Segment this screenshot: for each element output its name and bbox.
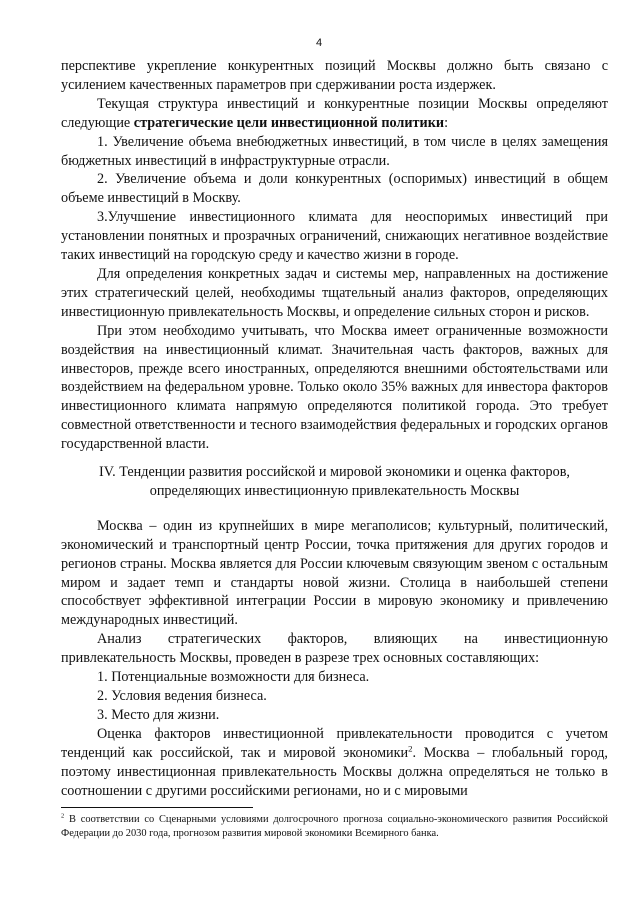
bold-phrase: стратегические цели инвестиционной политики — [133, 114, 445, 131]
goal-item-3: 3.Улучшение инвестиционного климата для неоспоримых инвестиций при установлении понятных и прозрачных ограничений, снижающих негативное воздействие таких инвестиций на городскую среду и качество жизни в городе. — [61, 209, 608, 264]
footnote-reference[interactable]: 2 — [408, 742, 413, 753]
paragraph-tasks: Для определения конкретных задач и системы мер, направленных на достижение этих стратегический целей, необходимы тщательный анализ факторов, определяющих инвестиционную привлекательность Москвы, и определение сильных сторон и рисков. — [61, 265, 608, 320]
paragraph-continuation: перспективе укрепление конкурентных позиций Москвы должно быть связано с усилением качественных параметров при сдерживании роста издержек. — [61, 58, 608, 93]
paragraph-text: : — [444, 114, 449, 131]
footnote-divider — [61, 807, 253, 808]
component-item-2: 2. Условия ведения бизнеса. — [97, 688, 267, 704]
footnote-text: В соответствии со Сценарными условиями долгосрочного прогноза социально-экономического развития Российской Федерации до 2030 года, прогнозом развития мировой экономики Всемирного банка. — [61, 814, 608, 840]
paragraph-text: Текущая структура инвестиций и конкурентные позиции Москвы определяют следующие — [61, 95, 608, 131]
footnote-marker: 2 — [61, 812, 65, 820]
paragraph-limited-influence: При этом необходимо учитывать, что Москва имеет ограниченные возможности воздействия на инвестиционный климат. Значительная часть факторов, важных для инвесторов, прежде всего иностранных, определяются внешними обстоятельствами или воздействием на федеральном уровне. Только около 35% важных для инвестора факторов инвестиционного климата напрямую определяются политикой города. Это требует совместной ответственности и тесного взаимодействия федеральных и городских органов государственной власти. — [61, 322, 608, 453]
body-text — [61, 57, 608, 800]
paragraph-analysis: Анализ стратегических факторов, влияющих на инвестиционную привлекательность Москвы, проведен в разрезе трех основных составляющих: — [61, 631, 608, 667]
goal-item-1: 1. Увеличение объема внебюджетных инвестиций, в том числе в целях замещения бюджетных инвестиций в инфраструктурные отрасли. — [61, 133, 608, 169]
paragraph-moscow-megapolis: Москва – один из крупнейших в мире мегаполисов; культурный, политический, экономический и транспортный центр России, точка притяжения для других городов и регионов страны. Москва является для России ключевым связующим звеном с остальным миром и задает темп и стандарты новой жизни. Столица в наибольшей степени способствует эффективной интеграции России в мировую экономику и привлечению международных инвестиций. — [61, 517, 608, 629]
paragraph-text: . Москва – глобальный город, поэтому инвестиционная привлекательность Москвы должна определяться не только в соотношении с другими российскими регионами, но и с мировыми — [61, 744, 608, 799]
component-item-3: 3. Место для жизни. — [97, 706, 220, 723]
paragraph-strategic-goals-intro — [61, 95, 608, 133]
page-number: 4 — [315, 37, 323, 49]
section-heading-line-2: определяющих инвестиционную привлекательность Москвы — [149, 482, 520, 499]
footnote — [61, 813, 608, 841]
paragraph-text: Оценка факторов инвестиционной привлекательности проводится с учетом тенденций как российской, так и мировой экономики — [61, 725, 608, 761]
goal-item-2: 2. Увеличение объема и доли конкурентных (оспоримых) инвестиций в общем объеме инвестиций в Москву. — [61, 171, 608, 207]
component-item-1: 1. Потенциальные возможности для бизнеса. — [97, 669, 370, 686]
paragraph-assessment — [61, 725, 608, 801]
section-heading-line-1: IV. Тенденции развития российской и мировой экономики и оценка факторов, — [99, 464, 570, 481]
section-heading — [61, 463, 608, 501]
